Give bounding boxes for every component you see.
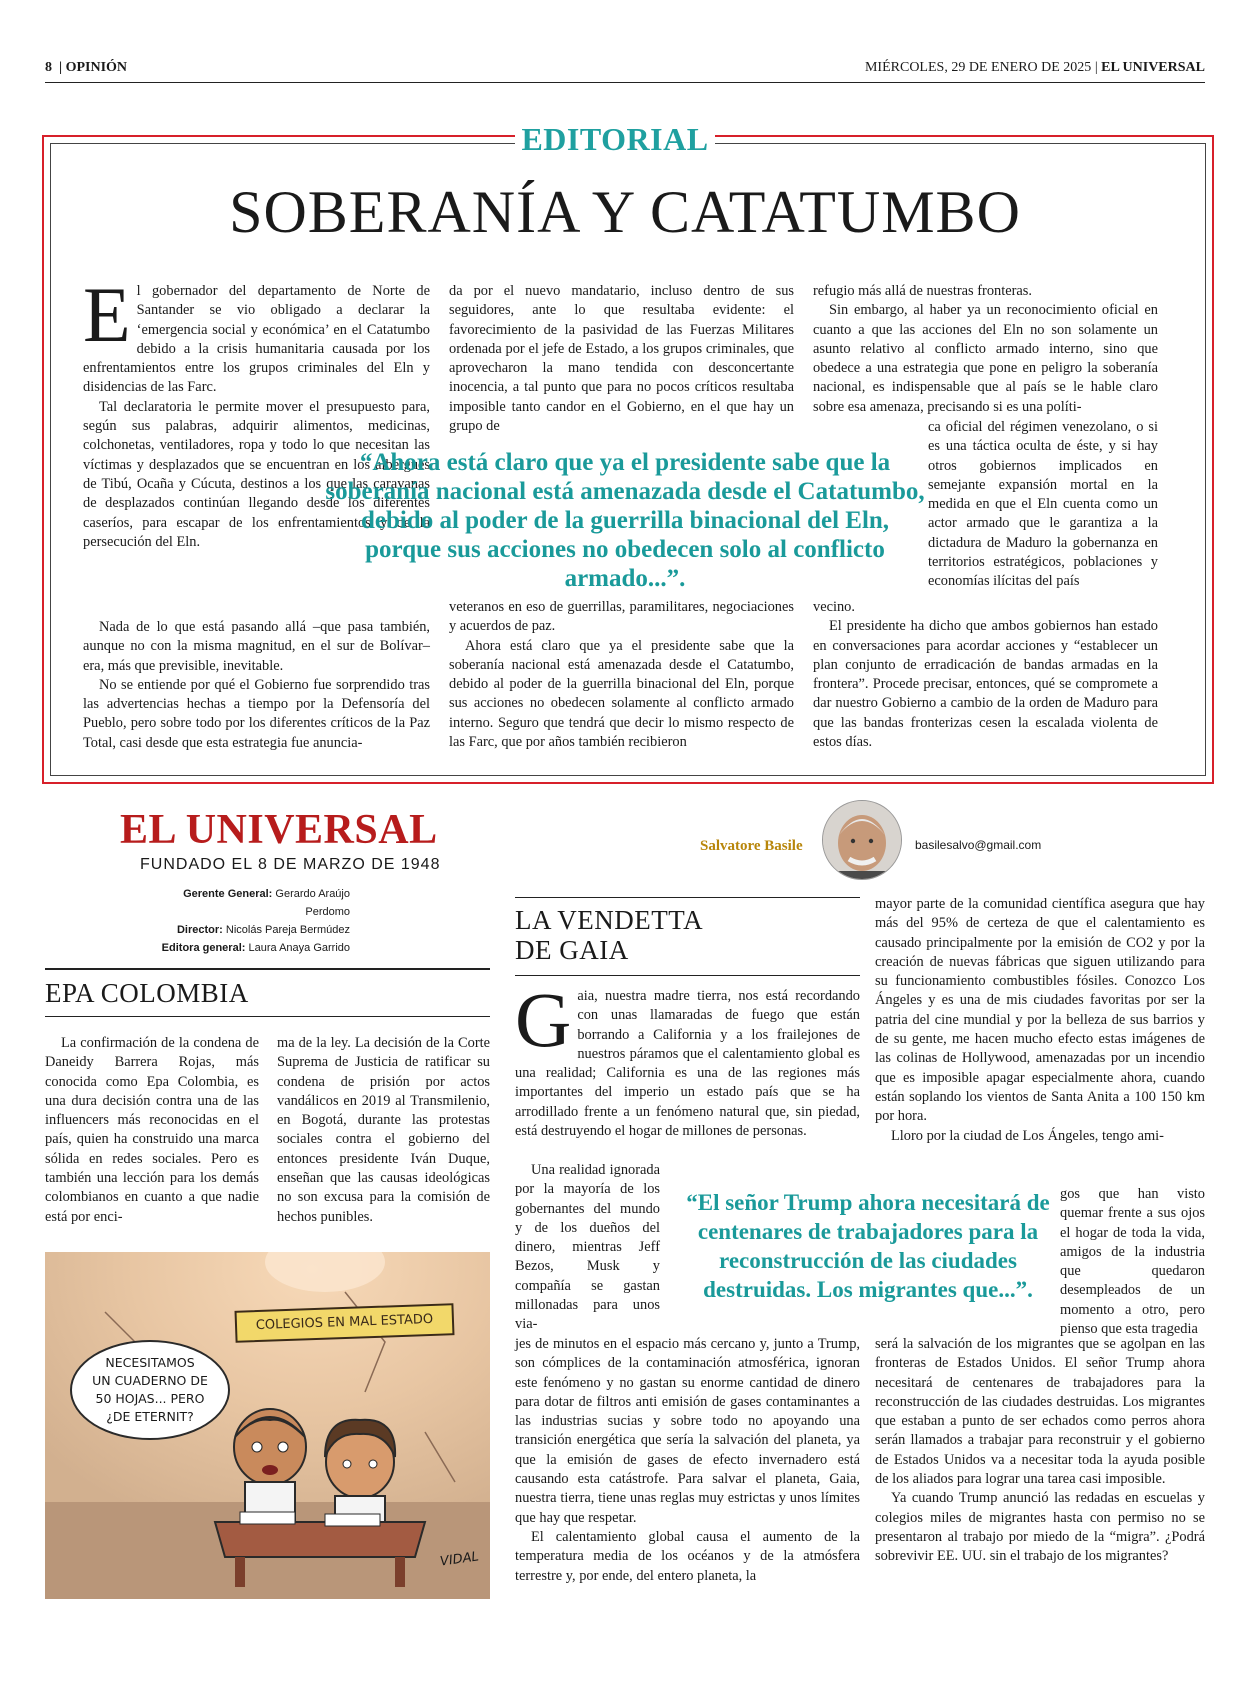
column-paragraph: mayor parte de la comunidad científica asegura que hay más del 95% de certeza de que el calentamiento es causado principalmente por la emisión de CO2 y por la creación de nuevas fábricas que siguen utilizando para su funcionamiento combustibles fósiles. Conozco Los Ángeles y es una de mis ciudades favoritas por ser la patria del cine mundial y por la belleza de sus barrios y de su gente, me hacen mucho efecto estas imágenes de las colinas de Hollywood, amenazadas por un incendio que es imposible apagar especialmente ahora, cuando están soplando los vientos de Santa Anita a 100 150 km por hora. bbox=[875, 896, 1205, 1125]
column-title-rule bbox=[515, 897, 860, 898]
page-dateline: MIÉRCOLES, 29 DE ENERO DE 2025 | EL UNIVERSAL bbox=[864, 60, 1205, 75]
column-col2-bottom bbox=[875, 1335, 1205, 1567]
editorial-paragraph: refugio más allá de nuestras fronteras. bbox=[813, 283, 1032, 299]
editorial-title: SOBERANÍA Y CATATUMBO bbox=[229, 179, 1021, 245]
column-paragraph: Una realidad ignorada por la mayoría de los gobernantes del mundo y de los dueños del dinero, mientras Jeff Bezos, Musk y compañía se gastan millonadas para unos via- bbox=[515, 1162, 660, 1333]
column-paragraph: El calentamiento global causa el aumento de la temperatura media de los océanos y de la atmósfera terrestre y, por ende, del entero planeta, la bbox=[515, 1528, 860, 1584]
column-paragraph: será la salvación de los migrantes que se agolpan en las fronteras de Estados Unidos. El señor Trump ahora necesitará de centenares de trabajadores para la reconstrucción de las ciudades destruidas. Los migrantes que estaban a punto de ser echados como perros ahora serán llamados a trabajar para reconstruir y el gobierno de Estados Unidos va a necesitar toda la ayuda posible de los aliados para lograr una tarea casi imposible. bbox=[875, 1336, 1205, 1488]
editorial-column-3-top bbox=[813, 282, 1158, 417]
epa-title: EPA COLOMBIA bbox=[45, 978, 249, 1008]
epa-paragraph: La confirmación de la condena de Daneidy Barrera Rojas, más conocida como Epa Colombia, es una dura decisión contra una de las influencers más reconocidas en el país, quien ha construido una marca sólida en redes sociales. Pero es también una lección para los demás colombianos en cuanto a que nadie está por enci- bbox=[45, 1035, 259, 1225]
page-header bbox=[45, 60, 1205, 83]
editorial-paragraph: ca oficial del régimen venezolano, o si es una táctica oculta de éste, y si hay otros gobiernos implicados en semejante expansión mortal en la medida en que el Eln cuenta como un actor armado que le garantiza a la dictadura de Maduro la gobernanza en territorios estratégicos, poblaciones y economías ilícitas del país bbox=[928, 419, 1158, 590]
masthead-staff bbox=[150, 885, 350, 957]
epa-paragraph: ma de la ley. La decisión de la Corte Suprema de Justicia de ratificar su condena de prisión por actos vandálicos en 2019 al Transmilenio, en Bogotá, durante las protestas sociales contra el gobierno del entonces presidente Iván Duque, enseñan que las causas ideológicas no son excusa para la comisión de hechos punibles. bbox=[277, 1035, 490, 1225]
cartoon-signature: VIDAL bbox=[439, 1549, 480, 1570]
editorial-paragraph: vecino. bbox=[813, 599, 855, 615]
editorial-column-2-top bbox=[449, 282, 794, 436]
editorial-column-3-bottom bbox=[813, 598, 1158, 752]
editorial-column-2-bottom bbox=[449, 598, 794, 752]
column-title: LA VENDETTA DE GAIA bbox=[515, 905, 704, 965]
column-paragraph: Gaia, nuestra madre tierra, nos está recordando con unas llamaradas de fuego que están borrando a California y a los frailejones de nuestros páramos que el calentamiento global es una realidad; California es una de las regiones más importantes del imperio un estado país que se ha arrodillado frente a un fenómeno natural que, sin piedad, está destruyendo el hogar de millones de personas. bbox=[515, 976, 860, 1140]
drop-cap: G bbox=[515, 976, 572, 1063]
epa-column-1 bbox=[45, 1034, 259, 1227]
drop-cap: E bbox=[83, 271, 131, 358]
editorial-kicker: EDITORIAL bbox=[515, 122, 715, 156]
editorial-pull-quote: “Ahora está claro que ya el presidente sabe que la soberanía nacional está amenazada desde el Catatumbo, debido al poder de la guerrilla binacional del Eln, porque sus acciones no obedecen solo al conflicto armado...”. bbox=[325, 449, 925, 592]
cartoon-speech-bubble: NECESITAMOS UN CUADERNO DE 50 HOJAS... PERO ¿DE ETERNIT? bbox=[70, 1340, 230, 1440]
column-paragraph: jes de minutos en el espacio más cercano y, junto a Trump, son cómplices de la contaminación atmosférica, ignoran este fenómeno y no gastan su enorme cantidad de dinero para dotar de filtros anti emisión de gases contaminantes a las industrias sucias y sobre todo no apoyando una transición energética que sería la salvación del planeta, ya que la emisión de gases de efecto invernadero está causando esta catástrofe. Para salvar el planeta, Gaia, nuestra tierra, tiene unas reglas muy estrictas y unos límites que hay que respetar. bbox=[515, 1336, 860, 1526]
editorial-paragraph: No se entiende por qué el Gobierno fue sorprendido tras las advertencias hechas a tiempo por la Defensoría del Pueblo, pero sobre todo por los diferentes críticos de la Paz Total, casi desde que esta estrategia fue anuncia- bbox=[83, 676, 430, 751]
editorial-cartoon bbox=[45, 1252, 490, 1599]
editorial-paragraph: El presidente ha dicho que ambos gobiernos han estado en conversaciones para acordar acciones y “establecer un plan conjunto de erradicación de bandas armadas en la frontera”. Procede precisar, entonces, qué se compromete a dar nuestro Gobierno a cambio de la orden de Maduro para que las bandas fronterizas cesen la escalada violenta de estos días. bbox=[813, 618, 1158, 751]
editorial-paragraph: Tal declaratoria le permite mover el presupuesto para, según sus palabras, adquirir alimentos, medicinas, colchonetas, ventiladores, ropa y todo lo que necesitan las víctimas y desplazados que se encuentran en los albergues de Tibú, Ocaña y Cúcuta, destinos a los que las caravanas de desplazados continúan llegando desde los diferentes caseríos, para escapar de los enfrentamientos y de la persecución del Eln. bbox=[83, 398, 430, 550]
editorial-column-3-mid bbox=[928, 418, 1158, 592]
editorial-paragraph: veteranos en eso de guerrillas, paramilitares, negociaciones y acuerdos de paz. bbox=[449, 599, 794, 635]
column-col1-bottom bbox=[515, 1335, 860, 1586]
masthead-logo: EL UNIVERSAL bbox=[120, 807, 438, 853]
staff-line: Editora general: Laura Anaya Garrido bbox=[161, 942, 350, 954]
masthead-founded: FUNDADO EL 8 DE MARZO DE 1948 bbox=[140, 856, 441, 873]
column-col1-narrow bbox=[515, 1161, 660, 1335]
editorial-paragraph: da por el nuevo mandatario, incluso dentro de sus seguidores, ante lo que resultaba evidente: el favorecimiento de la pasividad de las Fuerzas Militares ordenada por el jefe de Estado, a los grupos criminales, que aprovecharon la mano tendida con desconcertante inocencia, a tal punto que para no pocos críticos resultaba imposible tanto candor en el Gobierno, en el que hay un grupo de bbox=[449, 283, 794, 435]
column-paragraph: Ya cuando Trump anunció las redadas en escuelas y colegios miles de migrantes hasta con permiso no se presentaron al trabajo por miedo de la “migra”. ¿Podrá sobrevivir EE. UU. sin el trabajo de los migrantes? bbox=[875, 1490, 1205, 1565]
editorial-paragraph: Ahora está claro que ya el presidente sabe que la soberanía nacional está amenazada desde el Catatumbo, debido al poder de la guerrilla binacional del Eln, porque sus acciones no obedecen solamente al conflicto armado interno. Seguro que tendrá que decir lo mismo respecto de las Farc, que por años también recibieron bbox=[449, 637, 794, 751]
cartoon-sign: COLEGIOS EN MAL ESTADO bbox=[235, 1303, 455, 1343]
editorial-paragraph: El gobernador del departamento de Norte de Santander se vio obligado a declarar la ‘emergencia social y económica’ en el Catatumbo debido a la crisis humanitaria causada por los enfrentamientos entre los grupos criminales del Eln y disidencias de las Farc. bbox=[83, 271, 430, 396]
cartoon-characters bbox=[175, 1372, 455, 1592]
column-col2-top bbox=[875, 895, 1205, 1146]
editorial-paragraph: Nada de lo que está pasando allá –que pasa también, aunque no con la misma magnitud, en el sur de Bolívar– era, más que previsible, inevitable. bbox=[83, 619, 430, 674]
column-author: Salvatore Basile bbox=[700, 838, 803, 854]
epa-top-rule bbox=[45, 968, 490, 970]
column-col1-top bbox=[515, 976, 860, 1141]
author-avatar bbox=[822, 800, 902, 880]
epa-bottom-rule bbox=[45, 1016, 490, 1017]
column-pull-quote: “El señor Trump ahora necesitará de centenares de trabajadores para la reconstrucción de las ciudades destruidas. Los migrantes que...”. bbox=[686, 1190, 1050, 1302]
editorial-paragraph: Sin embargo, al haber ya un reconocimiento oficial en cuanto a que las acciones del Eln no son solamente un asunto relativo al conflicto armado interno, sino que obedece a una estrategia que pone en peligro la soberanía nacional, es indispensable que al país se le hable claro sobre esa amenaza, precisando si es una políti- bbox=[813, 302, 1158, 415]
page-section-label: 8 | OPINIÓN bbox=[45, 60, 128, 75]
editorial-column-1-bottom bbox=[83, 618, 430, 753]
column-paragraph: gos que han visto quemar frente a sus ojos el hogar de toda la vida, amigos de la industria que quedaron desempleados de un momento a otro, pero pienso que esta tragedia bbox=[1060, 1186, 1205, 1338]
epa-column-2 bbox=[277, 1034, 490, 1227]
column-col2-narrow bbox=[1060, 1185, 1205, 1339]
staff-line: Gerente General: Gerardo Araújo Perdomo bbox=[183, 888, 350, 918]
staff-line: Director: Nicolás Pareja Bermúdez bbox=[176, 924, 350, 936]
author-email: basilesalvo@gmail.com bbox=[915, 838, 1042, 852]
column-paragraph: Lloro por la ciudad de Los Ángeles, tengo ami- bbox=[891, 1127, 1164, 1144]
